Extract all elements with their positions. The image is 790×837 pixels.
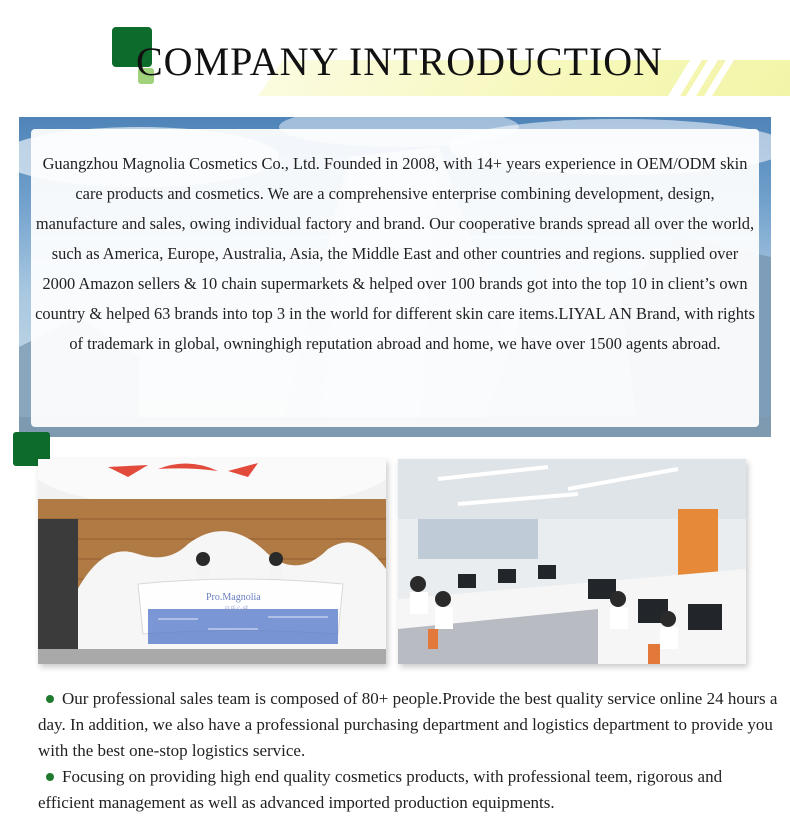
page-header xyxy=(0,0,790,110)
bullet-quality-products xyxy=(38,764,778,816)
intro-text-card xyxy=(31,129,759,427)
intro-hero-background xyxy=(19,117,771,437)
feature-bullet-list xyxy=(38,686,778,816)
page-title: COMPANY INTRODUCTION xyxy=(136,39,664,84)
bullet-dot-icon xyxy=(46,773,54,781)
reception-sign-subtext: 高氏心诚 xyxy=(224,606,249,613)
company-intro-paragraph: Guangzhou Magnolia Cosmetics Co., Ltd. Founded in 2008, with 14+ years experience in OEM/ODM skin care products and cosmetics. We are a comprehensive enterprise combining development, design, manufacture and sales, owing individual factory and brand. Our cooperative brands spread all over the world, such as America, Europe, Australia, Asia, the Middle East and other countries and regions. supplied over 2000 Amazon sellers & 10 chain supermarkets & helped over 100 brands got into the top 10 in client’s own country & helped 63 brands into top 3 in the world for different skin care items.LIYAL AN Brand, with rights of trademark in global, owninghigh reputation abroad and home, we have over 1500 agents abroad. xyxy=(35,154,755,353)
reception-sign-text: Pro.Magnolia xyxy=(206,592,261,603)
bullet-sales-team xyxy=(38,686,778,764)
office-workspace-photo xyxy=(398,459,746,664)
bullet-quality-products-text: Focusing on providing high end quality cosmetics products, with professional teem, rigorous and efficient management as well as advanced imported production equipments. xyxy=(38,767,723,812)
bullet-dot-icon xyxy=(46,695,54,703)
reception-desk-photo xyxy=(38,459,386,664)
header-stripes-decoration xyxy=(650,60,770,96)
bullet-sales-team-text: Our professional sales team is composed of 80+ people.Provide the best quality service online 24 hours a day. In addition, we also have a professional purchasing department and logistics department to provide you with the best one-stop logistics service. xyxy=(38,689,778,760)
